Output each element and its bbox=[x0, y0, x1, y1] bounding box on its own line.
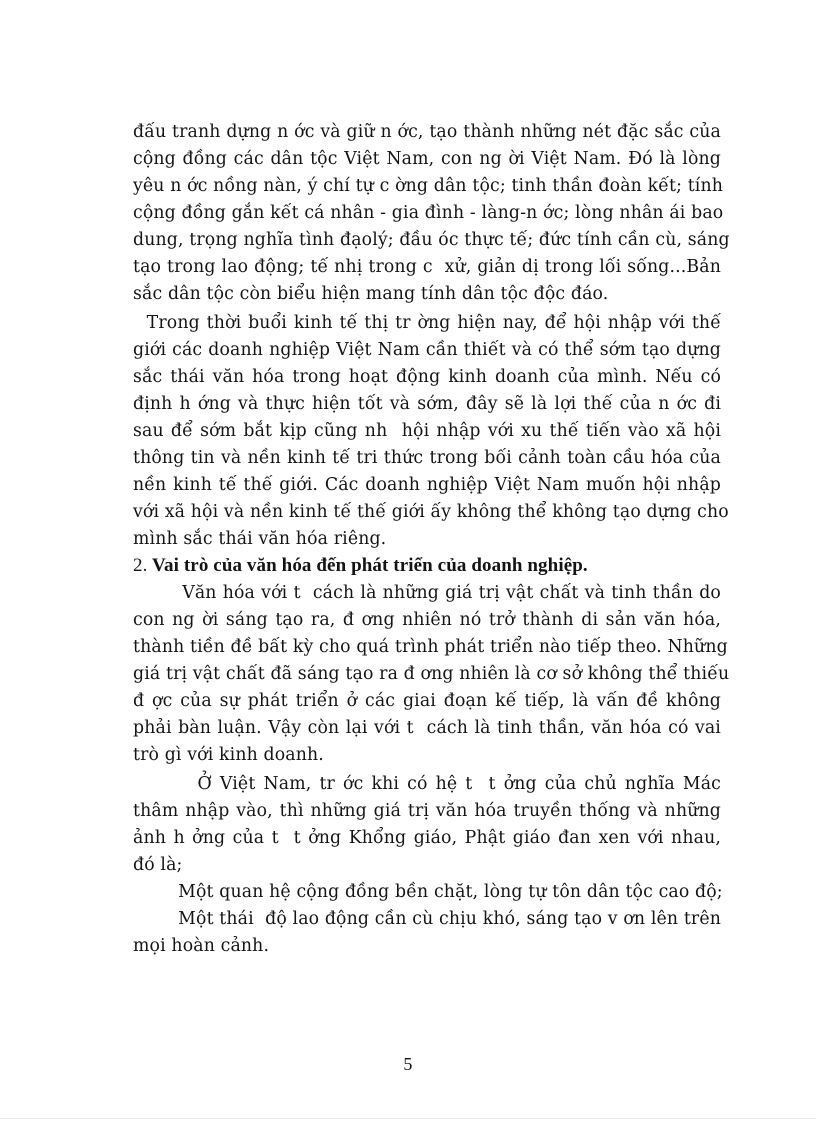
text-line: mọi hoàn cảnh. bbox=[133, 936, 270, 956]
text-line: sắc dân tộc còn biểu hiện mang tính dân tộc độc đáo. bbox=[133, 284, 609, 304]
text-line: Một thái độ lao động cần cù chịu khó, sáng tạo v ơn lên trên bbox=[133, 909, 721, 929]
text-line: đó là; bbox=[133, 855, 183, 875]
text-line: với xã hội và nền kinh tế thế giới ấy không thể không tạo dựng cho bbox=[133, 502, 729, 522]
text-line: dung, trọng nghĩa tình đạolý; đầu óc thực tế; đức tính cần cù, sáng bbox=[133, 230, 730, 250]
text-line: sắc thái văn hóa trong hoạt động kinh doanh của mình. Nếu có bbox=[133, 367, 721, 387]
text-line: giới các doanh nghiệp Việt Nam cần thiết và có thể sớm tạo dựng bbox=[133, 340, 721, 360]
text-line: ảnh h ởng của t t ởng Khổng giáo, Phật giáo đan xen với nhau, bbox=[133, 828, 721, 848]
text-line: thâm nhập vào, thì những giá trị văn hóa truyền thống và những bbox=[133, 801, 721, 821]
text-line: thông tin và nền kinh tế tri thức trong bối cảnh toàn cầu hóa của bbox=[133, 448, 721, 468]
section-number: 2. bbox=[133, 555, 148, 576]
text-line: tạo trong lao động; tế nhị trong c xử, giản dị trong lối sống...Bản bbox=[133, 257, 721, 277]
text-line: trò gì với kinh doanh. bbox=[133, 745, 324, 765]
page-number: 5 bbox=[403, 1054, 413, 1074]
section-title: Vai trò của văn hóa đến phát triển của doanh nghiệp. bbox=[151, 555, 588, 576]
page-bottom-edge bbox=[0, 1118, 816, 1119]
text-line: phải bàn luận. Vậy còn lại với t cách là tinh thần, văn hóa có vai bbox=[133, 718, 721, 738]
text-line: yêu n ớc nồng nàn, ý chí tự c ờng dân tộc; tinh thần đoàn kết; tính bbox=[133, 176, 724, 196]
text-line: cộng đồng gắn kết cá nhân - gia đình - làng-n ớc; lòng nhân ái bao bbox=[133, 203, 724, 223]
text-line: thành tiền đề bất kỳ cho quá trình phát triển nào tiếp theo. Những bbox=[133, 637, 728, 657]
text-line: giá trị vật chất đã sáng tạo ra đ ơng nhiên là cơ sở không thể thiếu bbox=[133, 664, 730, 684]
text-line: đ ợc của sự phát triển ở các giai đoạn kế tiếp, là vấn đề không bbox=[133, 691, 721, 711]
text-line: Trong thời buổi kinh tế thị tr ờng hiện nay, để hội nhập với thế bbox=[133, 313, 721, 333]
text-line: cộng đồng các dân tộc Việt Nam, con ng ời Việt Nam. Đó là lòng bbox=[133, 149, 721, 169]
text-line: Một quan hệ cộng đồng bền chặt, lòng tự tôn dân tộc cao độ; bbox=[133, 882, 723, 902]
text-line: đấu tranh dựng n ớc và giữ n ớc, tạo thành những nét đặc sắc của bbox=[133, 122, 721, 142]
text-line: nền kinh tế thế giới. Các doanh nghiệp Việt Nam muốn hội nhập bbox=[133, 475, 721, 495]
text-line: Ở Việt Nam, tr ớc khi có hệ t t ởng của chủ nghĩa Mác bbox=[133, 774, 721, 794]
text-line: mình sắc thái văn hóa riêng. bbox=[133, 529, 387, 549]
text-line: con ng ời sáng tạo ra, đ ơng nhiên nó trở thành di sản văn hóa, bbox=[133, 610, 721, 630]
section-heading bbox=[133, 553, 721, 579]
text-line: sau để sớm bắt kịp cũng nh hội nhập với xu thế tiến vào xã hội bbox=[133, 421, 721, 441]
text-line: định h ớng và thực hiện tốt và sớm, đây sẽ là lợi thế của n ớc đi bbox=[133, 394, 721, 414]
text-line: Văn hóa với t cách là những giá trị vật chất và tinh thần do bbox=[133, 583, 721, 603]
